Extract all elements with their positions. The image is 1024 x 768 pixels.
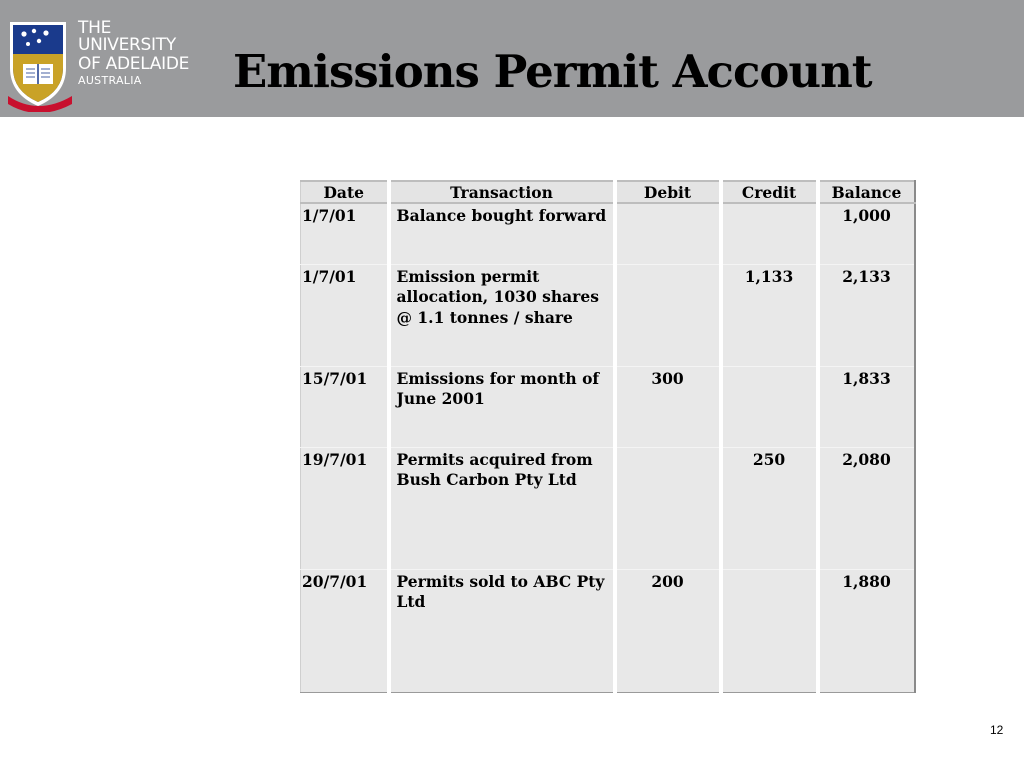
cell-credit: 1,133 — [721, 264, 818, 366]
column-header-debit: Debit — [615, 181, 721, 203]
cell-balance: 2,133 — [818, 264, 915, 366]
cell-transaction: Permits acquired from Bush Carbon Pty Ltd — [389, 447, 615, 569]
cell-date: 1/7/01 — [301, 203, 389, 264]
university-wordmark — [78, 20, 202, 86]
page-title: Emissions Permit Account — [233, 45, 872, 98]
column-header-date: Date — [301, 181, 389, 203]
cell-credit — [721, 203, 818, 264]
cell-debit: 200 — [615, 569, 721, 692]
cell-date: 20/7/01 — [301, 569, 389, 692]
cell-credit — [721, 569, 818, 692]
ledger-row — [301, 366, 915, 447]
cell-balance: 2,080 — [818, 447, 915, 569]
column-header-balance: Balance — [818, 181, 915, 203]
cell-transaction: Emissions for month of June 2001 — [389, 366, 615, 447]
cell-debit — [615, 203, 721, 264]
cell-transaction: Emission permit allocation, 1030 shares @ 1.1 tonnes / share — [389, 264, 615, 366]
ledger-row — [301, 569, 915, 692]
crest-icon — [6, 20, 74, 112]
ledger-row — [301, 447, 915, 569]
cell-credit: 250 — [721, 447, 818, 569]
cell-date: 19/7/01 — [301, 447, 389, 569]
cell-debit: 300 — [615, 366, 721, 447]
page-number: 12 — [990, 723, 1004, 737]
ledger-row — [301, 203, 915, 264]
header-band — [0, 0, 1024, 117]
cell-balance: 1,000 — [818, 203, 915, 264]
cell-date: 15/7/01 — [301, 366, 389, 447]
cell-date: 1/7/01 — [301, 264, 389, 366]
cell-debit — [615, 264, 721, 366]
logo-line-2: OF ADELAIDE — [78, 54, 190, 74]
logo-line-3: AUSTRALIA — [78, 74, 142, 87]
cell-transaction: Balance bought forward — [389, 203, 615, 264]
ledger-table — [300, 180, 916, 693]
ledger-row — [301, 264, 915, 366]
logo-line-1: THE UNIVERSITY — [78, 18, 176, 55]
cell-balance: 1,833 — [818, 366, 915, 447]
university-logo — [2, 16, 202, 116]
cell-transaction: Permits sold to ABC Pty Ltd — [389, 569, 615, 692]
cell-debit — [615, 447, 721, 569]
column-header-transaction: Transaction — [389, 181, 615, 203]
cell-credit — [721, 366, 818, 447]
cell-balance: 1,880 — [818, 569, 915, 692]
ledger-header-row — [301, 181, 915, 203]
column-header-credit: Credit — [721, 181, 818, 203]
